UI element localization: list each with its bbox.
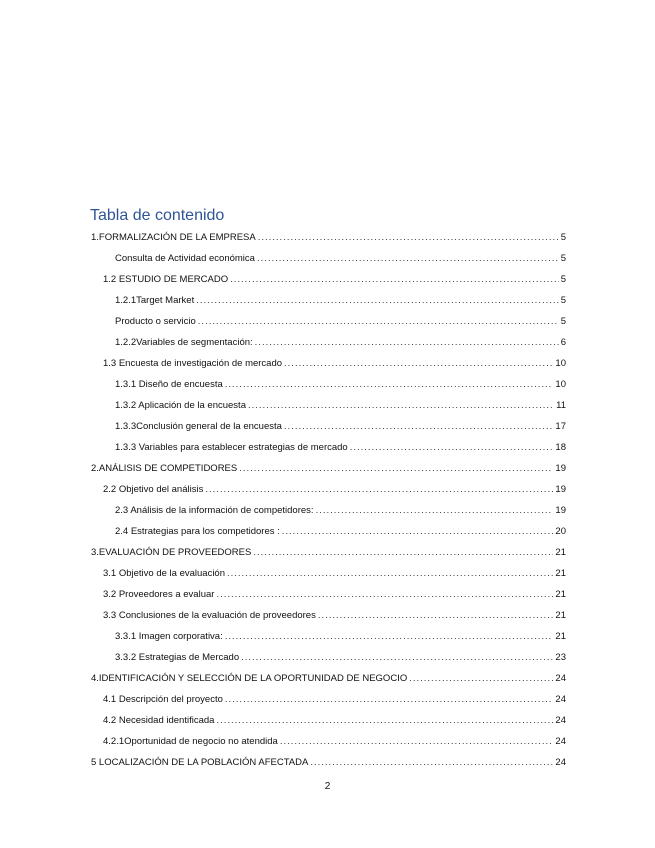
toc-entry-21[interactable] (115, 651, 566, 665)
toc-entry-label: 2.2 Objetivo del análisis (103, 484, 204, 495)
toc-entry-19[interactable] (103, 609, 566, 623)
toc-entry-8[interactable] (115, 378, 566, 392)
toc-dot-leader (216, 714, 553, 728)
toc-entry-25[interactable] (103, 735, 566, 749)
toc-entry-page: 5 (560, 316, 566, 327)
toc-dot-leader (248, 399, 554, 413)
toc-entry-13[interactable] (103, 483, 566, 497)
toc-entry-1[interactable] (91, 231, 566, 245)
toc-entry-label: 4.1 Descripción del proyecto (103, 694, 223, 705)
toc-entry-label: 3.1 Objetivo de la evaluación (103, 568, 225, 579)
toc-entry-label: 1.3 Encuesta de investigación de mercado (103, 358, 283, 369)
toc-entry-11[interactable] (115, 441, 566, 455)
toc-entry-7[interactable] (103, 357, 566, 371)
toc-dot-leader (255, 336, 559, 350)
toc-entry-page: 24 (555, 736, 566, 747)
toc-entry-16[interactable] (91, 546, 566, 560)
toc-dot-leader (316, 504, 554, 518)
toc-entry-page: 6 (560, 337, 566, 348)
toc-entry-26[interactable] (91, 756, 566, 770)
toc-title: Tabla de contenido (90, 207, 225, 224)
toc-entry-label: 1.FORMALIZACIÓN DE LA EMPRESA (91, 232, 256, 243)
toc-entry-label: 1.3.3Conclusión general de la encuesta (115, 421, 282, 432)
toc-entry-page: 21 (555, 568, 566, 579)
toc-dot-leader (253, 546, 553, 560)
toc-dot-leader (227, 567, 553, 581)
toc-dot-leader (216, 588, 553, 602)
toc-entry-page: 19 (555, 484, 566, 495)
toc-entry-page: 5 (560, 232, 566, 243)
toc-entry-page: 5 (560, 274, 566, 285)
toc-entry-label: 3.3.1 Imagen corporativa: (115, 631, 223, 642)
toc-entry-label: 5 LOCALIZACIÓN DE LA POBLACIÓN AFECTADA (91, 757, 309, 768)
toc-entry-page: 18 (555, 442, 566, 453)
toc-entry-page: 23 (555, 652, 566, 663)
toc-entry-page: 17 (555, 421, 566, 432)
toc-entry-page: 19 (555, 505, 566, 516)
toc-dot-leader (225, 693, 554, 707)
toc-entry-2[interactable] (115, 252, 566, 266)
toc-entry-page: 24 (555, 694, 566, 705)
toc-entry-4[interactable] (115, 294, 566, 308)
toc-entry-page: 19 (555, 463, 566, 474)
toc-dot-leader (241, 651, 553, 665)
toc-entry-6[interactable] (115, 336, 566, 350)
toc-entry-label: 2.4 Estrategias para los competidores : (115, 526, 280, 537)
toc-entry-label: 2.3 Análisis de la información de competidores: (115, 505, 314, 516)
toc-entry-label: 3.2 Proveedores a evaluar (103, 589, 215, 600)
toc-dot-leader (225, 630, 554, 644)
toc-entry-22[interactable] (91, 672, 566, 686)
toc-entry-23[interactable] (103, 693, 566, 707)
toc-entry-15[interactable] (115, 525, 566, 539)
toc-dot-leader (282, 525, 554, 539)
toc-entry-page: 5 (560, 253, 566, 264)
toc-entry-label: 3.3 Conclusiones de la evaluación de proveedores (103, 610, 316, 621)
toc-entry-page: 21 (555, 631, 566, 642)
toc-dot-leader (310, 756, 553, 770)
toc-entry-label: Consulta de Actividad económica (115, 253, 255, 264)
toc-entry-page: 21 (555, 610, 566, 621)
toc-entry-label: 4.2.1Oportunidad de negocio no atendida (103, 736, 278, 747)
toc-dot-leader (284, 420, 554, 434)
toc-entry-5[interactable] (115, 315, 566, 329)
toc-entry-label: 1.2 ESTUDIO DE MERCADO (103, 274, 229, 285)
toc-entry-label: 1.2.1Target Market (115, 295, 195, 306)
toc-entry-9[interactable] (115, 399, 566, 413)
toc-entry-label: 4.IDENTIFICACIÓN Y SELECCIÓN DE LA OPORTUNIDAD DE NEGOCIO (91, 673, 408, 684)
toc-entry-label: 2.ANÁLISIS DE COMPETIDORES (91, 463, 238, 474)
toc-dot-leader (196, 294, 558, 308)
toc-dot-leader (225, 378, 554, 392)
toc-entry-label: Producto o servicio (115, 316, 196, 327)
toc-entry-18[interactable] (103, 588, 566, 602)
toc-dot-leader (198, 315, 559, 329)
toc-dot-leader (205, 483, 553, 497)
toc-dot-leader (318, 609, 554, 623)
toc-entry-page: 11 (556, 400, 566, 411)
toc-dot-leader (409, 672, 553, 686)
toc-entry-label: 3.3.2 Estrategias de Mercado (115, 652, 240, 663)
toc-entry-label: 3.EVALUACIÓN DE PROVEEDORES (91, 547, 252, 558)
toc-dot-leader (280, 735, 554, 749)
toc-entry-page: 24 (555, 715, 566, 726)
toc-entry-page: 20 (555, 526, 566, 537)
toc-entry-page: 24 (555, 673, 566, 684)
toc-entry-label: 4.2 Necesidad identificada (103, 715, 215, 726)
toc-entry-page: 10 (555, 379, 566, 390)
toc-entry-page: 5 (560, 295, 566, 306)
toc-dot-leader (350, 441, 554, 455)
toc-entry-label: 1.2.2Variables de segmentación: (115, 337, 253, 348)
toc-entry-label: 1.3.1 Diseño de encuesta (115, 379, 223, 390)
toc-entry-page: 10 (555, 358, 566, 369)
toc-entry-label: 1.3.3 Variables para establecer estrategias de mercado (115, 442, 348, 453)
toc-entry-12[interactable] (91, 462, 566, 476)
toc-entry-label: 1.3.2 Aplicación de la encuesta (115, 400, 246, 411)
toc-entry-17[interactable] (103, 567, 566, 581)
toc-dot-leader (230, 273, 559, 287)
toc-entry-3[interactable] (103, 273, 566, 287)
toc-dot-leader (257, 252, 559, 266)
toc-dot-leader (284, 357, 553, 371)
toc-entry-14[interactable] (115, 504, 566, 518)
toc-dot-leader (239, 462, 553, 476)
toc-entry-page: 24 (555, 757, 566, 768)
toc-entry-10[interactable] (115, 420, 566, 434)
toc-entry-page: 21 (555, 589, 566, 600)
toc-entry-page: 21 (555, 547, 566, 558)
toc-dot-leader (258, 231, 559, 245)
toc-entry-20[interactable] (115, 630, 566, 644)
toc-entry-24[interactable] (103, 714, 566, 728)
page-number: 2 (324, 781, 331, 792)
